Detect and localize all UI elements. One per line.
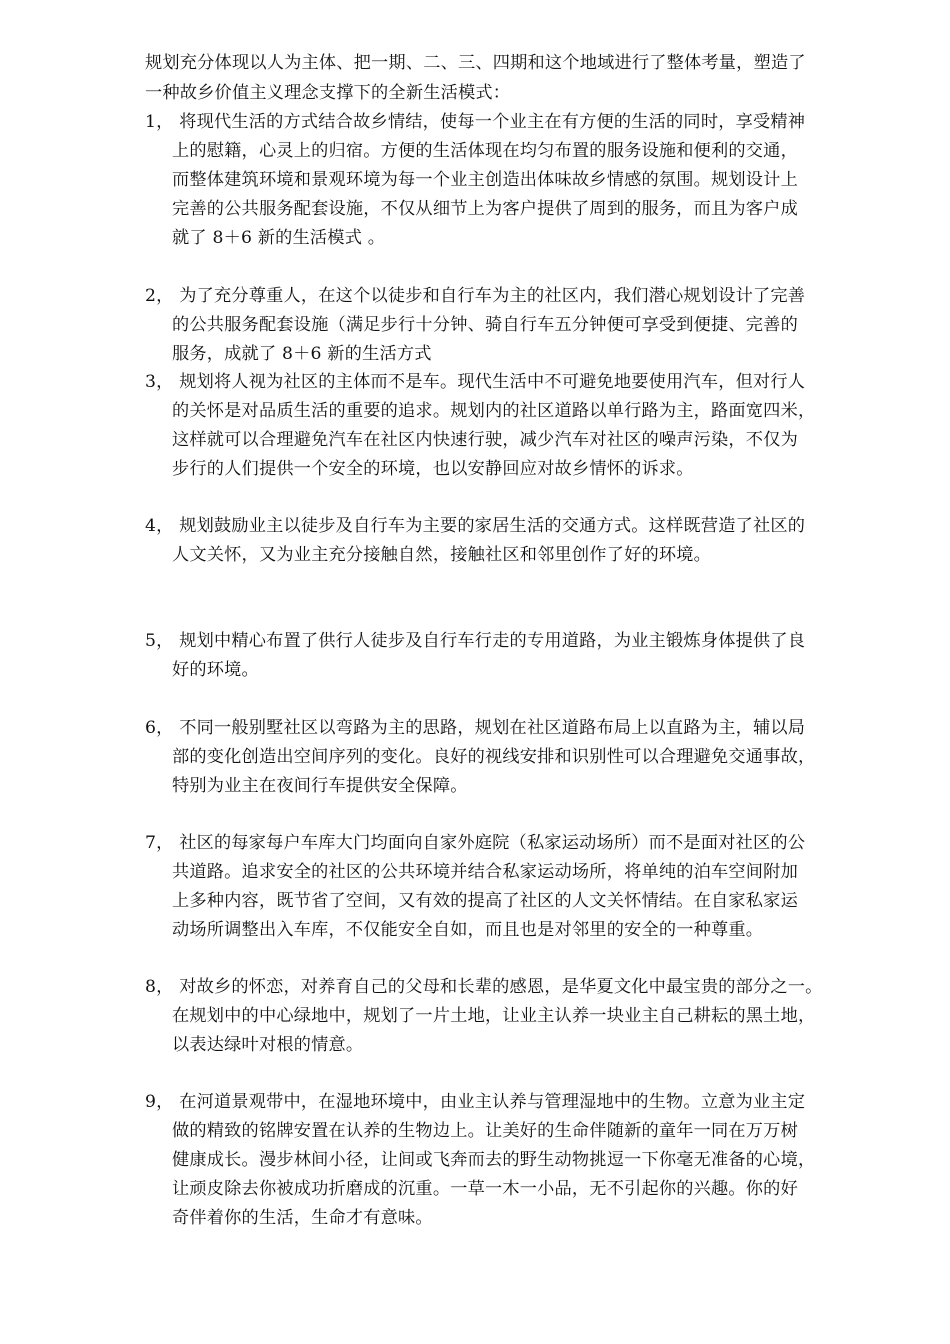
list-item-line: 上的慰籍，心灵上的归宿。方便的生活体现在均匀布置的服务设施和便利的交通， — [172, 141, 798, 161]
list-item-line: 就了 8＋6 新的生活模式 。 — [172, 228, 386, 248]
list-item-line: 服务，成就了 8＋6 新的生活方式 — [172, 344, 432, 364]
list-item-line: 让顽皮除去你被成功折磨成的沉重。一草一木一小品，无不引起你的兴趣。你的好 — [172, 1179, 798, 1199]
list-item-line: 6， 不同一般别墅社区以弯路为主的思路，规划在社区道路布局上以直路为主，辅以局 — [145, 718, 806, 738]
list-item-line: 4， 规划鼓励业主以徒步及自行车为主要的家居生活的交通方式。这样既营造了社区的 — [145, 516, 806, 536]
list-item-line: 的公共服务配套设施（满足步行十分钟、骑自行车五分钟便可享受到便捷、完善的 — [172, 315, 798, 335]
list-item-line: 动场所调整出入车库，不仅能安全自如，而且也是对邻里的安全的一种尊重。 — [172, 920, 764, 940]
list-item-line: 特别为业主在夜间行车提供安全保障。 — [172, 776, 468, 796]
list-item-line: 好的环境。 — [172, 660, 259, 680]
list-item-line: 做的精致的铭牌安置在认养的生物边上。让美好的生命伴随新的童年一同在万万树 — [172, 1121, 798, 1141]
list-item-line: 以表达绿叶对根的情意。 — [172, 1035, 364, 1055]
list-item-line: 人文关怀，又为业主充分接触自然，接触社区和邻里创作了好的环境。 — [172, 545, 712, 565]
list-item-line: 8， 对故乡的怀恋，对养育自己的父母和长辈的感恩，是华夏文化中最宝贵的部分之一。 — [145, 977, 823, 997]
item-number: 2， — [145, 286, 174, 306]
item-number: 7， — [145, 833, 174, 853]
list-item-line: 健康成长。漫步林间小径，让间或飞奔而去的野生动物挑逗一下你毫无准备的心境， — [172, 1150, 816, 1170]
intro-line: 一种故乡价值主义理念支撑下的全新生活模式： — [145, 83, 511, 103]
list-item-line: 这样就可以合理避免汽车在社区内快速行驶，减少汽车对社区的噪声污染，不仅为 — [172, 430, 798, 450]
list-item-line: 7， 社区的每家每户车库大门均面向自家外庭院（私家运动场所）而不是面对社区的公 — [145, 833, 806, 853]
item-number: 6， — [145, 718, 174, 738]
list-item-line: 1， 将现代生活的方式结合故乡情结，使每一个业主在有方便的生活的同时，享受精神 — [145, 112, 806, 132]
list-item-line: 9， 在河道景观带中，在湿地环境中，由业主认养与管理湿地中的生物。立意为业主定 — [145, 1092, 806, 1112]
list-item-line: 3， 规划将人视为社区的主体而不是车。现代生活中不可避免地要使用汽车，但对行人 — [145, 372, 806, 392]
item-number: 9， — [145, 1092, 174, 1112]
list-item-line: 上多种内容，既节省了空间，又有效的提高了社区的人文关怀情结。在自家私家运 — [172, 891, 798, 911]
item-number: 4， — [145, 516, 174, 536]
list-item-line: 步行的人们提供一个安全的环境，也以安静回应对故乡情怀的诉求。 — [172, 459, 694, 479]
list-item-line: 5， 规划中精心布置了供行人徒步及自行车行走的专用道路，为业主锻炼身体提供了良 — [145, 631, 806, 651]
list-item-line: 部的变化创造出空间序列的变化。良好的视线安排和识别性可以合理避免交通事故， — [172, 747, 816, 767]
item-number: 3， — [145, 372, 174, 392]
list-item-line: 在规划中的中心绿地中，规划了一片土地，让业主认养一块业主自己耕耘的黑土地， — [172, 1006, 816, 1026]
list-item-line: 的关怀是对品质生活的重要的追求。规划内的社区道路以单行路为主，路面宽四米， — [172, 401, 816, 421]
item-number: 1， — [145, 112, 174, 132]
list-item-line: 奇伴着你的生活，生命才有意味。 — [172, 1208, 433, 1228]
list-item-line: 共道路。追求安全的社区的公共环境并结合私家运动场所，将单纯的泊车空间附加 — [172, 862, 798, 882]
list-item-line: 完善的公共服务配套设施，不仅从细节上为客户提供了周到的服务，而且为客户成 — [172, 199, 798, 219]
item-number: 8， — [145, 977, 174, 997]
item-number: 5， — [145, 631, 174, 651]
intro-line: 规划充分体现以人为主体、把一期、二、三、四期和这个地域进行了整体考量，塑造了 — [145, 53, 806, 73]
list-item-line: 2， 为了充分尊重人，在这个以徒步和自行车为主的社区内，我们潜心规划设计了完善 — [145, 286, 806, 306]
list-item-line: 而整体建筑环境和景观环境为每一个业主创造出体味故乡情感的氛围。规划设计上 — [172, 170, 798, 190]
